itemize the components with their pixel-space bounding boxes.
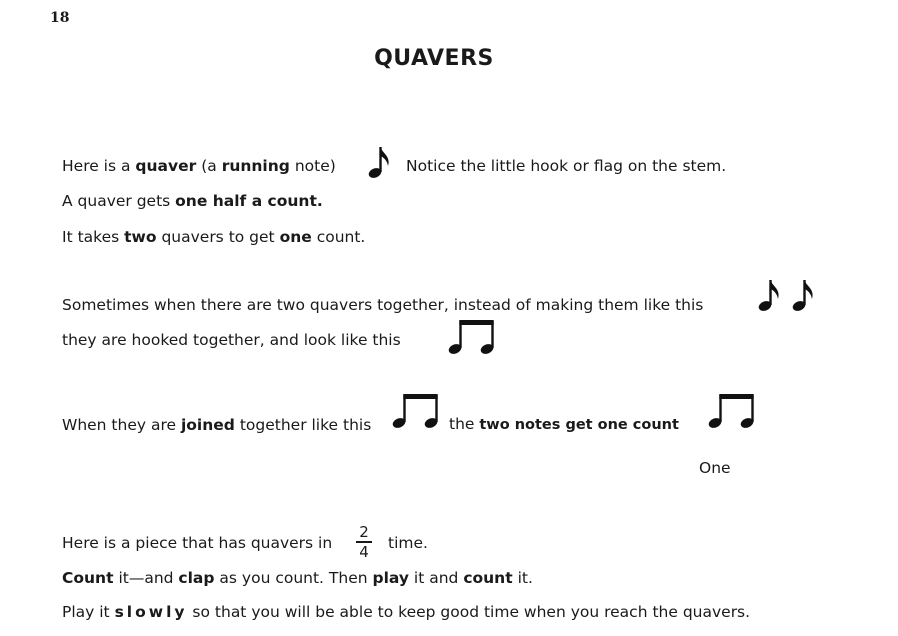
quaver-note-icon xyxy=(366,144,396,180)
page-number: 18 xyxy=(50,10,70,26)
line-half-count: A quaver gets one half a count. xyxy=(62,192,323,210)
line-two-notes-one-count: the two notes get one count xyxy=(449,415,679,433)
line-quaver-flag-note: Notice the little hook or flag on the stem. xyxy=(406,157,727,175)
line-quaver-intro: Here is a quaver (a running note) xyxy=(62,157,336,175)
count-label: One xyxy=(699,459,731,477)
beamed-quavers-icon xyxy=(390,392,442,430)
line-play-slowly: Play it slowly so that you will be able to keep good time when you reach the quavers. xyxy=(62,603,751,621)
beamed-quavers-icon xyxy=(706,392,758,430)
line-count-clap: Count it—and clap as you count. Then play it and count it. xyxy=(62,569,533,587)
line-piece-time: Here is a piece that has quavers in xyxy=(62,534,333,552)
line-hooked-together: they are hooked together, and look like this xyxy=(62,331,401,349)
quaver-note-icon xyxy=(790,277,820,313)
time-signature xyxy=(356,524,372,560)
line-piece-time-end: time. xyxy=(388,534,428,552)
line-two-quavers: It takes two quavers to get one count. xyxy=(62,228,366,246)
time-signature-denominator: 4 xyxy=(359,542,369,561)
quaver-note-icon xyxy=(756,277,786,313)
line-joined-together: When they are joined together like this xyxy=(62,416,372,434)
time-signature-numerator: 2 xyxy=(359,523,369,541)
page-title: QUAVERS xyxy=(374,46,494,71)
line-two-quavers-together: Sometimes when there are two quavers together, instead of making them like this xyxy=(62,296,704,314)
beamed-quavers-icon xyxy=(446,318,498,356)
